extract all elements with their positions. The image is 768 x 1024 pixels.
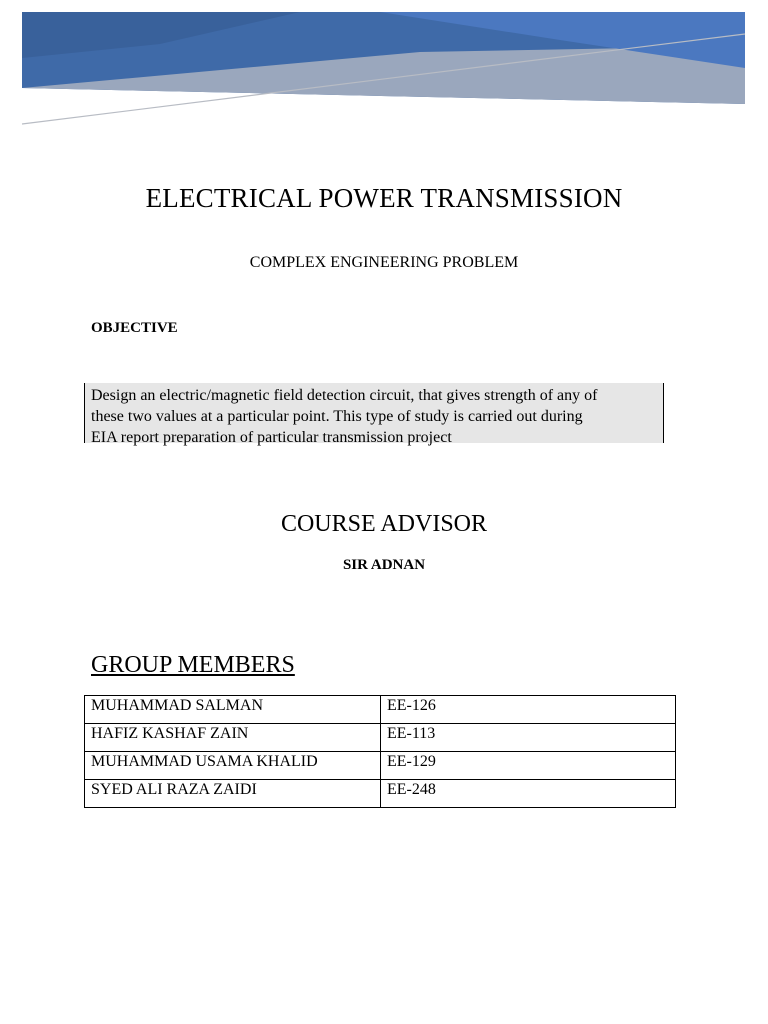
table-row [85, 780, 676, 808]
course-advisor-heading: COURSE ADVISOR [280, 511, 488, 537]
objective-text-box [84, 383, 664, 446]
group-members-heading: GROUP MEMBERS [91, 652, 295, 678]
objective-line: Design an electric/magnetic field detection circuit, that gives strength of any of [91, 387, 598, 404]
member-name-cell: MUHAMMAD USAMA KHALID [85, 752, 381, 780]
advisor-name: SIR ADNAN [342, 557, 426, 573]
objective-heading: OBJECTIVE [91, 320, 178, 336]
document-subtitle: COMPLEX ENGINEERING PROBLEM [249, 254, 519, 271]
member-name-cell: HAFIZ KASHAF ZAIN [85, 724, 381, 752]
member-id-cell: EE-248 [381, 780, 676, 808]
table-row [85, 696, 676, 724]
group-members-table [84, 695, 676, 808]
header-banner-graphic [0, 0, 768, 130]
member-name-cell: MUHAMMAD SALMAN [85, 696, 381, 724]
member-id-cell: EE-126 [381, 696, 676, 724]
member-id-cell: EE-129 [381, 752, 676, 780]
objective-line: these two values at a particular point. This type of study is carried out during [91, 408, 583, 425]
table-row [85, 752, 676, 780]
member-id-cell: EE-113 [381, 724, 676, 752]
member-name-cell: SYED ALI RAZA ZAIDI [85, 780, 381, 808]
table-row [85, 724, 676, 752]
objective-line: EIA report preparation of particular transmission project [91, 429, 452, 446]
document-title: ELECTRICAL POWER TRANSMISSION [145, 183, 623, 213]
